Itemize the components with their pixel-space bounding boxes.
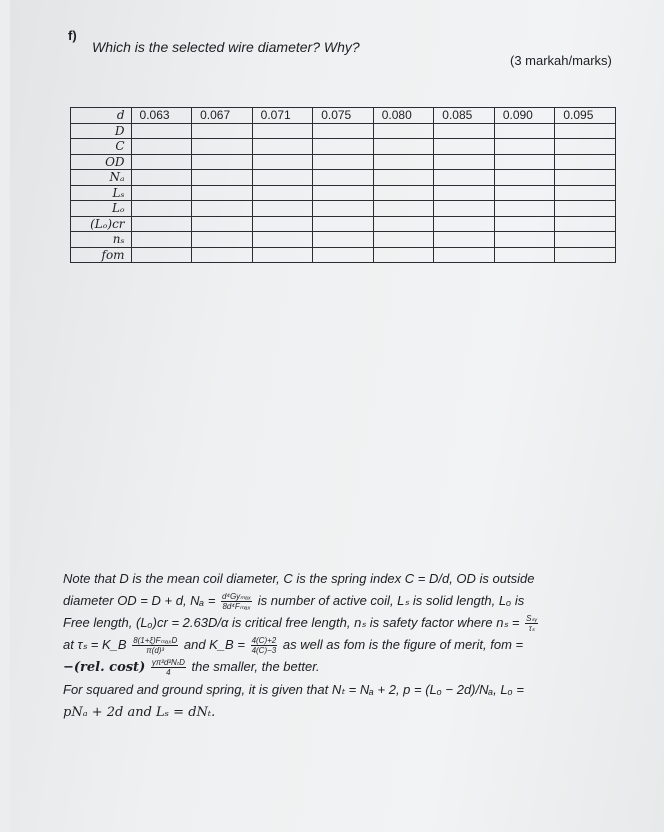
- fraction-numerator: 4(C)+2: [251, 636, 277, 646]
- table-row: [71, 201, 616, 217]
- table-cell[interactable]: [252, 185, 313, 201]
- table-cell[interactable]: [131, 139, 192, 155]
- table-cell[interactable]: [252, 201, 313, 217]
- table-cell[interactable]: [373, 201, 434, 217]
- notes-text: the smaller, the better.: [191, 659, 320, 674]
- table-cell[interactable]: [192, 185, 253, 201]
- row-label: nₛ: [71, 232, 132, 248]
- notes-line: [63, 656, 629, 679]
- table-cell[interactable]: [494, 139, 555, 155]
- notes-text: Free length, (Lₒ)cr = 2.63D/α is critical free length, nₛ is safety factor where nₛ =: [63, 615, 520, 630]
- notes-block: [63, 568, 629, 724]
- table-row: [71, 216, 616, 232]
- row-label: D: [71, 123, 132, 139]
- table-cell[interactable]: [555, 123, 616, 139]
- row-label: fom: [71, 247, 132, 263]
- table-cell[interactable]: [252, 232, 313, 248]
- row-label: Lₒ: [71, 201, 132, 217]
- notes-text: diameter OD = D + d, Nₐ =: [63, 593, 216, 608]
- notes-text: pNₐ + 2d and Lₛ = dNₜ.: [63, 705, 216, 720]
- header-corner-d: d: [71, 108, 132, 124]
- table-cell[interactable]: [131, 201, 192, 217]
- fraction-numerator: 8(1+ξ)FₘₐₓD: [133, 636, 178, 646]
- table-cell[interactable]: [494, 170, 555, 186]
- fraction-numerator: Sₛᵧ: [526, 614, 538, 624]
- table-cell[interactable]: [555, 216, 616, 232]
- question-number: f): [68, 28, 77, 43]
- table-cell[interactable]: [192, 247, 253, 263]
- table-cell[interactable]: [131, 216, 192, 232]
- notes-text: as well as fom is the figure of merit, fom =: [282, 637, 524, 652]
- table-cell[interactable]: [252, 247, 313, 263]
- table-cell[interactable]: [192, 201, 253, 217]
- table-cell[interactable]: [192, 123, 253, 139]
- fraction-denominator: 4: [166, 668, 171, 678]
- table-cell[interactable]: [434, 170, 495, 186]
- table-row: [71, 139, 616, 155]
- table-cell[interactable]: [373, 154, 434, 170]
- column-header: 0.090: [494, 108, 555, 124]
- table-cell[interactable]: [252, 123, 313, 139]
- table-cell[interactable]: [494, 185, 555, 201]
- table-cell[interactable]: [192, 232, 253, 248]
- table-cell[interactable]: [434, 216, 495, 232]
- table-cell[interactable]: [131, 154, 192, 170]
- table-cell[interactable]: [131, 232, 192, 248]
- table-cell[interactable]: [313, 201, 374, 217]
- table-cell[interactable]: [192, 139, 253, 155]
- table-cell[interactable]: [252, 139, 313, 155]
- table-cell[interactable]: [373, 185, 434, 201]
- fraction-numerator: γπ²d²NₜD: [151, 658, 185, 668]
- table-row: [71, 185, 616, 201]
- notes-text: For squared and ground spring, it is given that Nₜ = Nₐ + 2, p = (Lₒ − 2d)/Nₐ, Lₒ =: [63, 682, 524, 697]
- notes-line: [63, 568, 629, 590]
- table-cell[interactable]: [555, 185, 616, 201]
- fraction-denominator: 8d⁴Fₘₐₓ: [222, 602, 251, 612]
- table-cell[interactable]: [494, 201, 555, 217]
- spring-design-table: [70, 107, 616, 263]
- row-label: OD: [71, 154, 132, 170]
- table-cell[interactable]: [494, 216, 555, 232]
- table-cell[interactable]: [555, 232, 616, 248]
- row-label: Nₐ: [71, 170, 132, 186]
- table-cell[interactable]: [252, 154, 313, 170]
- table-cell[interactable]: [555, 247, 616, 263]
- table-cell[interactable]: [131, 247, 192, 263]
- table-cell[interactable]: [494, 154, 555, 170]
- fraction-denominator: 4(C)−3: [251, 646, 277, 656]
- table-cell[interactable]: [555, 170, 616, 186]
- table-cell[interactable]: [192, 170, 253, 186]
- table-cell[interactable]: [494, 247, 555, 263]
- table-cell[interactable]: [313, 170, 374, 186]
- table-cell[interactable]: [555, 201, 616, 217]
- table-row: [71, 170, 616, 186]
- notes-text: and K_B =: [183, 637, 245, 652]
- table-cell[interactable]: [313, 154, 374, 170]
- table-cell[interactable]: [313, 185, 374, 201]
- table-cell[interactable]: [373, 123, 434, 139]
- active-coil-fraction: [221, 592, 252, 611]
- notes-text: −(rel. cost): [63, 660, 146, 675]
- table-cell[interactable]: [373, 247, 434, 263]
- notes-text: is number of active coil, Lₛ is solid length, Lₒ is: [257, 593, 525, 608]
- fom-fraction: [151, 658, 186, 677]
- column-header: 0.085: [434, 108, 495, 124]
- table-cell[interactable]: [313, 232, 374, 248]
- table-cell[interactable]: [252, 170, 313, 186]
- row-label: C: [71, 139, 132, 155]
- fraction-numerator: d⁴Gyₘₐₓ: [222, 592, 252, 602]
- column-header: 0.080: [373, 108, 434, 124]
- table-row: [71, 232, 616, 248]
- table-cell[interactable]: [494, 232, 555, 248]
- row-label: (Lₒ)cr: [71, 216, 132, 232]
- notes-line: [63, 634, 629, 656]
- notes-text: at τₛ = K_B: [63, 637, 127, 652]
- kb-factor-fraction: [251, 636, 278, 655]
- notes-line: [63, 701, 629, 724]
- table-header-row: [71, 108, 616, 124]
- table-cell[interactable]: [313, 139, 374, 155]
- table-cell[interactable]: [434, 185, 495, 201]
- notes-text: Note that D is the mean coil diameter, C is the spring index C = D/d, OD is outside: [63, 571, 535, 586]
- column-header: 0.075: [313, 108, 374, 124]
- table-cell[interactable]: [131, 123, 192, 139]
- table-cell[interactable]: [192, 154, 253, 170]
- table-cell[interactable]: [434, 201, 495, 217]
- notes-line: [63, 612, 629, 634]
- table-cell[interactable]: [313, 123, 374, 139]
- table-row: [71, 154, 616, 170]
- table-cell[interactable]: [192, 216, 253, 232]
- column-header: 0.063: [131, 108, 192, 124]
- table-cell[interactable]: [434, 123, 495, 139]
- shear-stress-fraction: [132, 636, 178, 655]
- table-cell[interactable]: [373, 216, 434, 232]
- table-cell[interactable]: [373, 170, 434, 186]
- column-header: 0.067: [192, 108, 253, 124]
- table-cell[interactable]: [373, 232, 434, 248]
- row-label: Lₛ: [71, 185, 132, 201]
- table-cell[interactable]: [313, 216, 374, 232]
- table-cell[interactable]: [434, 232, 495, 248]
- question-text: Which is the selected wire diameter? Why?: [92, 39, 360, 55]
- table-cell[interactable]: [555, 154, 616, 170]
- table-row: [71, 123, 616, 139]
- table-cell[interactable]: [434, 154, 495, 170]
- table-cell[interactable]: [252, 216, 313, 232]
- column-header: 0.095: [555, 108, 616, 124]
- fraction-denominator: π(d)³: [146, 646, 165, 656]
- table-cell[interactable]: [131, 185, 192, 201]
- table-cell[interactable]: [373, 139, 434, 155]
- table-cell[interactable]: [131, 170, 192, 186]
- notes-line: [63, 590, 629, 612]
- table-row: [71, 247, 616, 263]
- notes-line: [63, 679, 629, 701]
- table-cell[interactable]: [494, 123, 555, 139]
- column-header: 0.071: [252, 108, 313, 124]
- table-cell[interactable]: [434, 139, 495, 155]
- table-cell[interactable]: [434, 247, 495, 263]
- table-cell[interactable]: [313, 247, 374, 263]
- safety-factor-fraction: [525, 614, 538, 633]
- marks-label: (3 markah/marks): [510, 53, 612, 68]
- table-cell[interactable]: [555, 139, 616, 155]
- fraction-denominator: τₛ: [528, 624, 535, 634]
